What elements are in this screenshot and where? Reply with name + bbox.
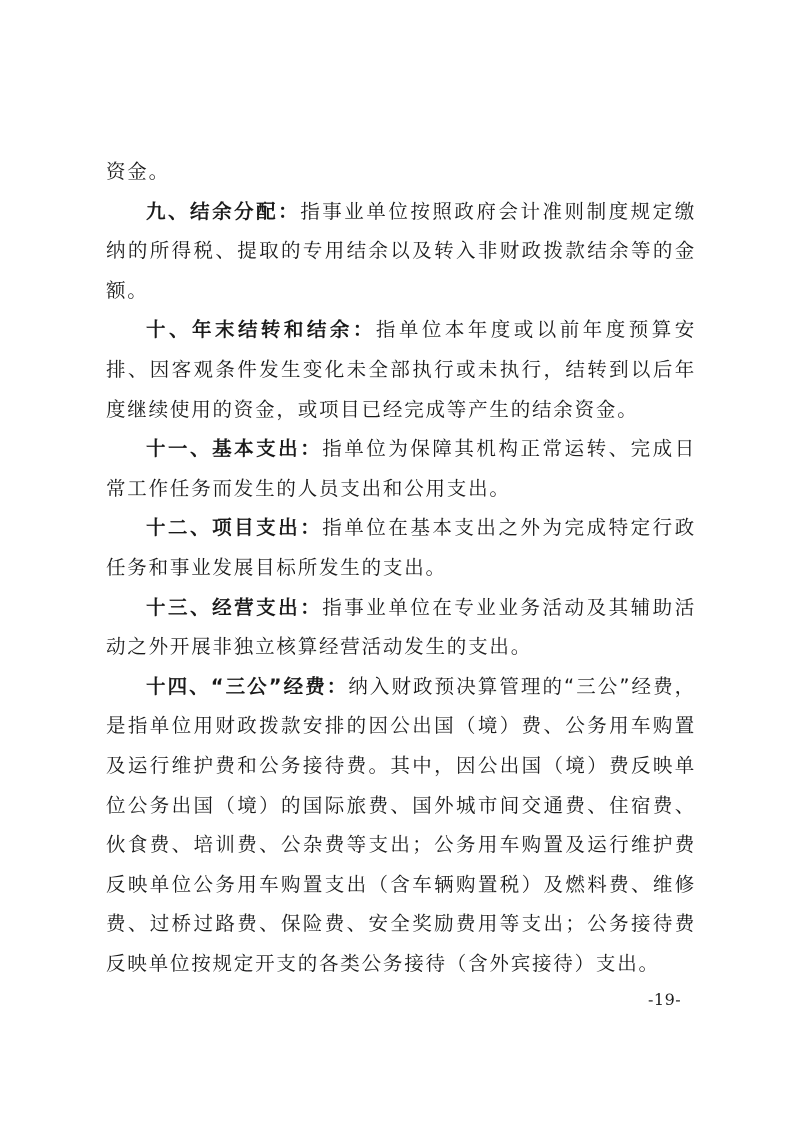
definition-text: 指单位为保障其机构正常运转、完成日常工作任务而发生的人员支出和公用支出。 — [106, 437, 696, 500]
definition-term: 十三、经营支出： — [146, 595, 323, 619]
continuation-text: 资金。 — [106, 160, 170, 183]
definition-paragraph-13 — [106, 588, 696, 667]
definition-term: 十、年末结转和结余： — [146, 318, 376, 342]
definition-text: 纳入财政预决算管理的“三公”经费，是指单位用财政拨款安排的因公出国（境）费、公务用车购置及运行维护费和公务接待费。其中，因公出国（境）费反映单位公务出国（境）的国际旅费、国外城市间交通费、住宿费、伙食费、培训费、公杂费等支出；公务用车购置及运行维护费反映单位公务用车购置支出（含车辆购置税）及燃料费、维修费、过桥过路费、保险费、安全奖励费用等支出；公务接待费反映单位按规定开支的各类公务接待（含外宾接待）支出。 — [106, 674, 696, 975]
definition-term: 十一、基本支出： — [146, 437, 323, 461]
continuation-paragraph — [106, 152, 696, 192]
definition-paragraph-12 — [106, 508, 696, 587]
page-number: -19- — [648, 990, 682, 1009]
definition-text: 指事业单位按照政府会计准则制度规定缴纳的所得税、提取的专用结余以及转入非财政拨款结余等的金额。 — [106, 199, 696, 302]
definition-text: 指事业单位在专业业务活动及其辅助活动之外开展非独立核算经营活动发生的支出。 — [106, 595, 696, 659]
definition-paragraph-14 — [106, 667, 696, 984]
definition-term: 十四、“三公”经费： — [146, 674, 349, 698]
document-body — [106, 152, 696, 983]
definition-term: 九、结余分配： — [146, 199, 301, 223]
definition-text: 指单位在基本支出之外为完成特定行政任务和事业发展目标所发生的支出。 — [106, 516, 696, 579]
definition-term: 十二、项目支出： — [146, 516, 323, 540]
definition-paragraph-10 — [106, 310, 696, 429]
definition-paragraph-11 — [106, 429, 696, 508]
definition-paragraph-9 — [106, 192, 696, 311]
definition-text: 指单位本年度或以前年度预算安排、因客观条件发生变化未全部执行或未执行，结转到以后年度继续使用的资金，或项目已经完成等产生的结余资金。 — [106, 318, 696, 421]
